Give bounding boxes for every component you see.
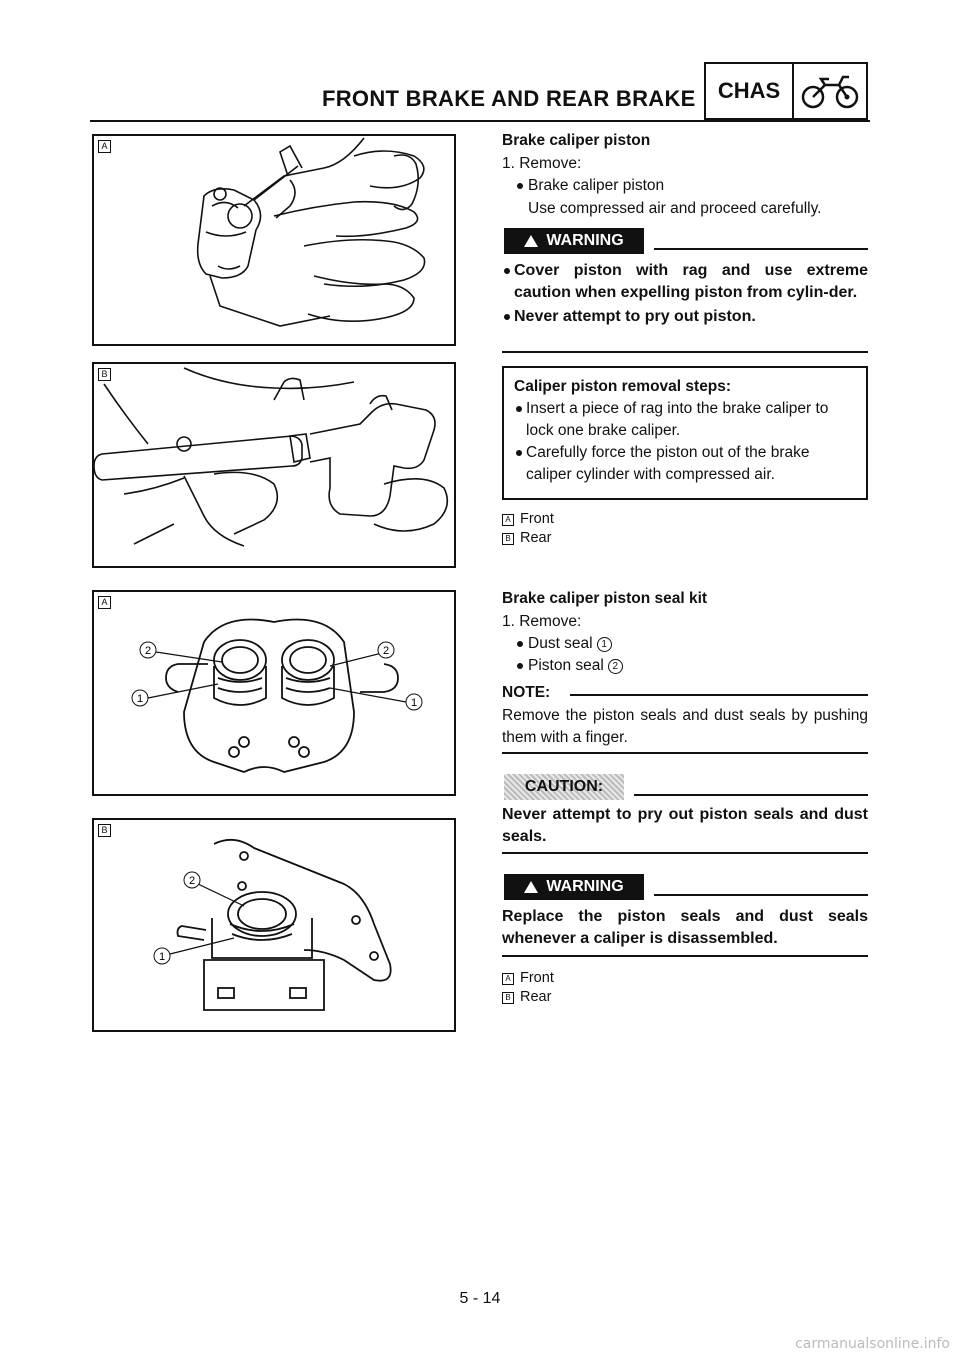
figure-rear-caliper-seals (92, 818, 456, 1032)
caution-badge: CAUTION: (504, 774, 624, 800)
figure-tag: A (98, 140, 111, 153)
warning-2-text: Replace the piston seals and dust seals whenever a caliper is disassembled. (502, 908, 868, 947)
steps-step-1: Insert a piece of rag into the brake caliper to lock one brake caliper. (514, 398, 856, 442)
page-number: 5 - 14 (459, 1290, 501, 1307)
figure-tag: B (98, 824, 111, 837)
caution-header (502, 774, 868, 800)
legend-tag-a: A (502, 514, 514, 526)
motorcycle-icon (794, 64, 866, 118)
section-code: CHAS (706, 64, 794, 118)
callout-1-right: 1 (410, 697, 418, 709)
warning-1-body (502, 260, 868, 328)
callout-2-right: 2 (382, 645, 390, 657)
note-header (502, 684, 868, 706)
seal-kit-section (502, 588, 868, 677)
caution-text: Never attempt to pry out piston seals and dust seals. (502, 806, 868, 845)
note-text: Remove the piston seals and dust seals by pushing them with a finger. (502, 707, 868, 746)
figure-tag: A (98, 596, 111, 609)
figure-tag: B (98, 368, 111, 381)
piston-section (502, 130, 868, 220)
note-label: NOTE: (502, 684, 551, 701)
piston-item: Brake caliper piston (502, 175, 868, 197)
callout-ref-1: 1 (597, 637, 612, 652)
figure-front-caliper-seals (92, 590, 456, 796)
warning-badge (504, 874, 644, 900)
warning-header-1 (502, 228, 868, 254)
note-end-rule (502, 752, 868, 754)
warning-triangle-icon (524, 235, 538, 247)
piston-heading: Brake caliper piston (502, 132, 651, 149)
caution-rule (634, 794, 868, 796)
legend-front: Front (520, 511, 554, 527)
piston-step: 1. Remove: (502, 155, 582, 172)
caution-end-rule (502, 852, 868, 854)
legend-tag-a: A (502, 973, 514, 985)
legend-rear: Rear (520, 989, 552, 1005)
warning-badge (504, 228, 644, 254)
legend-2 (502, 969, 554, 1007)
legend-front: Front (520, 970, 554, 986)
callout-2-left: 2 (144, 645, 152, 657)
figure-front-piston-removal (92, 134, 456, 346)
legend-tag-b: B (502, 992, 514, 1004)
warning-header-2 (502, 874, 868, 900)
steps-step-2: Carefully force the piston out of the brake caliper cylinder with compressed air. (514, 442, 856, 486)
warning-label: WARNING (546, 232, 624, 249)
legend-rear: Rear (520, 530, 552, 546)
warning-1-end-rule (502, 351, 868, 353)
removal-steps-box (502, 366, 868, 500)
front-caliper-diagram (94, 592, 454, 794)
warning-rule (654, 248, 868, 250)
warning-2-end-rule (502, 955, 868, 957)
seal-kit-item-1: Dust seal 1 (502, 633, 868, 655)
seal-kit-heading: Brake caliper piston seal kit (502, 590, 708, 607)
callout-ref-2: 2 (608, 659, 623, 674)
steps-title: Caliper piston removal steps: (514, 378, 732, 395)
seal-kit-step: 1. Remove: (502, 613, 582, 630)
figure-rear-piston-removal (92, 362, 456, 568)
caliper-air-gun-illustration (94, 364, 454, 566)
legend-1 (502, 510, 554, 548)
legend-tag-b: B (502, 533, 514, 545)
warning-label: WARNING (546, 878, 624, 895)
seal-kit-item-2: Piston seal 2 (502, 655, 868, 677)
warning-triangle-icon (524, 881, 538, 893)
warning-rule (654, 894, 868, 896)
rear-caliper-diagram (94, 820, 454, 1030)
callout-2: 2 (188, 875, 196, 887)
note-rule (570, 694, 868, 696)
watermark: carmanualsonline.info (795, 1336, 950, 1352)
callout-1: 1 (158, 951, 166, 963)
callout-1-left: 1 (136, 693, 144, 705)
warning-1-bullet-1: Cover piston with rag and use extreme caution when expelling piston from cylin-der. (502, 260, 868, 304)
header-rule (90, 120, 870, 122)
warning-1-bullet-2: Never attempt to pry out piston. (502, 306, 868, 328)
caliper-hand-illustration (94, 136, 454, 344)
section-badge (704, 62, 868, 120)
page-title: FRONT BRAKE AND REAR BRAKE (322, 86, 696, 111)
piston-instruction: Use compressed air and proceed carefully. (528, 200, 822, 217)
